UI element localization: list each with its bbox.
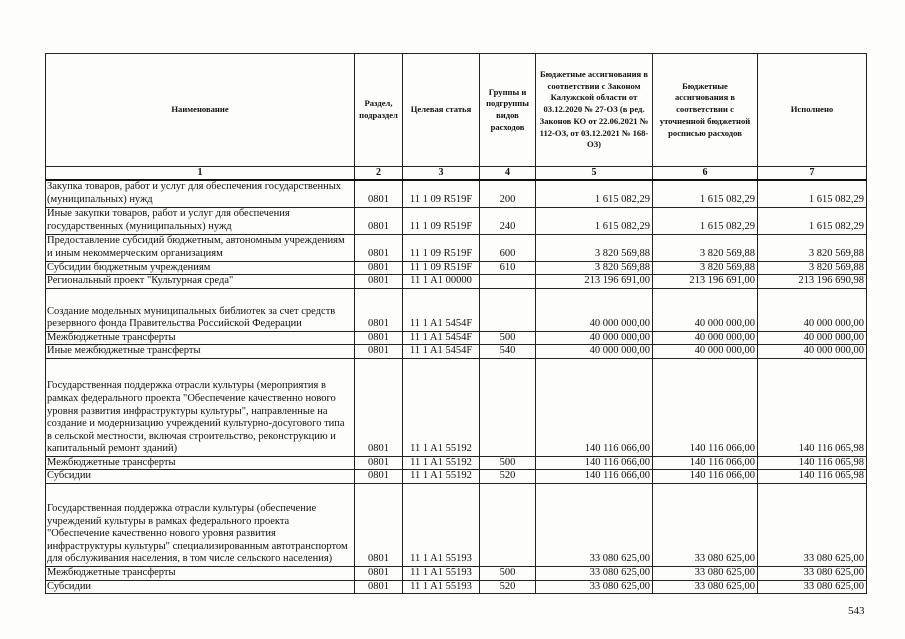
- table-row: [46, 456, 867, 470]
- row-name: Межбюджетные трансферты: [46, 456, 355, 470]
- row-law: 40 000 000,00: [536, 345, 653, 359]
- row-section: 0801: [355, 275, 403, 289]
- budget-table: [45, 53, 867, 594]
- row-law: 1 615 082,29: [536, 180, 653, 207]
- row-executed: 1 615 082,29: [758, 180, 867, 207]
- column-number: 3: [403, 167, 480, 181]
- table-row: [46, 234, 867, 261]
- header-row: [46, 54, 867, 167]
- row-section: 0801: [355, 358, 403, 456]
- column-number: 6: [653, 167, 758, 181]
- row-refined: 140 116 066,00: [653, 456, 758, 470]
- row-refined: 140 116 066,00: [653, 470, 758, 484]
- column-number: 4: [480, 167, 536, 181]
- row-article: 11 1 A1 55192: [403, 470, 480, 484]
- row-article: 11 1 09 R519F: [403, 207, 480, 234]
- row-refined: 1 615 082,29: [653, 180, 758, 207]
- row-executed: 3 820 569,88: [758, 234, 867, 261]
- table-row: [46, 288, 867, 331]
- row-executed: 33 080 625,00: [758, 567, 867, 581]
- row-section: 0801: [355, 288, 403, 331]
- row-article: 11 1 A1 00000: [403, 275, 480, 289]
- table-row: [46, 580, 867, 594]
- row-refined: 33 080 625,00: [653, 567, 758, 581]
- row-name: Государственная поддержка отрасли культуры (обеспечение учреждений культуры в рамках федерального проекта "Обеспечение качественно нового уровня развития инфраструктуры культуры" специализированным автотранспортом для обслуживания населения, в том числе сельского населения): [46, 484, 355, 567]
- row-name: Субсидии бюджетным учреждениям: [46, 261, 355, 275]
- header-allocations-refined: Бюджетные ассигнования в соответствии с уточненной бюджетной росписью расходов: [653, 54, 758, 167]
- row-section: 0801: [355, 207, 403, 234]
- row-group: 500: [480, 456, 536, 470]
- row-name: Межбюджетные трансферты: [46, 331, 355, 345]
- header-allocations-law: Бюджетные ассигнования в соответствии с Законом Калужской области от 03.12.2020 № 27-ОЗ (в ред. Законов КО от 22.06.2021 № 112-ОЗ, от 03.12.2021 № 168-ОЗ): [536, 54, 653, 167]
- row-executed: 40 000 000,00: [758, 345, 867, 359]
- row-law: 40 000 000,00: [536, 331, 653, 345]
- row-name: Региональный проект "Культурная среда": [46, 275, 355, 289]
- row-article: 11 1 A1 55192: [403, 456, 480, 470]
- row-refined: 40 000 000,00: [653, 345, 758, 359]
- column-number: 5: [536, 167, 653, 181]
- row-executed: 213 196 690,98: [758, 275, 867, 289]
- table-row: [46, 567, 867, 581]
- header-executed: Исполнено: [758, 54, 867, 167]
- row-refined: 40 000 000,00: [653, 288, 758, 331]
- row-name: Закупка товаров, работ и услуг для обеспечения государственных (муниципальных) нужд: [46, 180, 355, 207]
- row-refined: 3 820 569,88: [653, 261, 758, 275]
- row-group: [480, 288, 536, 331]
- row-article: 11 1 09 R519F: [403, 261, 480, 275]
- row-article: 11 1 A1 55192: [403, 358, 480, 456]
- row-name: Создание модельных муниципальных библиотек за счет средств резервного фонда Правительства Российской Федерации: [46, 288, 355, 331]
- row-refined: 40 000 000,00: [653, 331, 758, 345]
- row-group: 600: [480, 234, 536, 261]
- row-law: 3 820 569,88: [536, 261, 653, 275]
- row-section: 0801: [355, 470, 403, 484]
- row-group: 540: [480, 345, 536, 359]
- row-law: 140 116 066,00: [536, 456, 653, 470]
- column-number-row: [46, 167, 867, 181]
- row-executed: 140 116 065,98: [758, 456, 867, 470]
- row-refined: 1 615 082,29: [653, 207, 758, 234]
- row-section: 0801: [355, 484, 403, 567]
- row-article: 11 1 09 R519F: [403, 234, 480, 261]
- table-row: [46, 180, 867, 207]
- table-row: [46, 331, 867, 345]
- row-executed: 40 000 000,00: [758, 331, 867, 345]
- header-target-article: Целевая статья: [403, 54, 480, 167]
- header-name: Наименование: [46, 54, 355, 167]
- row-group: [480, 275, 536, 289]
- row-executed: 33 080 625,00: [758, 580, 867, 594]
- row-article: 11 1 A1 55193: [403, 567, 480, 581]
- row-section: 0801: [355, 331, 403, 345]
- page-number: 543: [848, 605, 865, 617]
- row-article: 11 1 A1 5454F: [403, 288, 480, 331]
- table-row: [46, 275, 867, 289]
- row-article: 11 1 A1 5454F: [403, 345, 480, 359]
- row-refined: 33 080 625,00: [653, 484, 758, 567]
- row-law: 213 196 691,00: [536, 275, 653, 289]
- row-section: 0801: [355, 580, 403, 594]
- row-group: 520: [480, 580, 536, 594]
- row-refined: 140 116 066,00: [653, 358, 758, 456]
- row-executed: 33 080 625,00: [758, 484, 867, 567]
- column-number: 7: [758, 167, 867, 181]
- row-refined: 3 820 569,88: [653, 234, 758, 261]
- row-law: 140 116 066,00: [536, 358, 653, 456]
- table-row: [46, 484, 867, 567]
- table-row: [46, 470, 867, 484]
- row-name: Субсидии: [46, 580, 355, 594]
- row-section: 0801: [355, 234, 403, 261]
- row-law: 140 116 066,00: [536, 470, 653, 484]
- row-refined: 33 080 625,00: [653, 580, 758, 594]
- row-executed: 1 615 082,29: [758, 207, 867, 234]
- row-name: Иные закупки товаров, работ и услуг для обеспечения государственных (муниципальных) нужд: [46, 207, 355, 234]
- row-name: Межбюджетные трансферты: [46, 567, 355, 581]
- row-executed: 3 820 569,88: [758, 261, 867, 275]
- row-law: 3 820 569,88: [536, 234, 653, 261]
- row-section: 0801: [355, 261, 403, 275]
- row-executed: 40 000 000,00: [758, 288, 867, 331]
- row-article: 11 1 09 R519F: [403, 180, 480, 207]
- row-group: [480, 358, 536, 456]
- row-law: 1 615 082,29: [536, 207, 653, 234]
- row-law: 33 080 625,00: [536, 484, 653, 567]
- row-group: 200: [480, 180, 536, 207]
- column-number: 1: [46, 167, 355, 181]
- row-law: 40 000 000,00: [536, 288, 653, 331]
- row-group: [480, 484, 536, 567]
- row-law: 33 080 625,00: [536, 567, 653, 581]
- row-group: 500: [480, 331, 536, 345]
- row-section: 0801: [355, 456, 403, 470]
- row-article: 11 1 A1 5454F: [403, 331, 480, 345]
- row-name: Субсидии: [46, 470, 355, 484]
- row-name: Государственная поддержка отрасли культуры (мероприятия в рамках федерального проекта "Обеспечение качественно нового уровня развития инфраструктуры культуры", направленные на создание и модернизацию учреждений культурно-досугового типа в сельской местности, включая строительство, реконструкцию и капитальный ремонт зданий): [46, 358, 355, 456]
- row-name: Иные межбюджетные трансферты: [46, 345, 355, 359]
- row-section: 0801: [355, 345, 403, 359]
- table-row: [46, 358, 867, 456]
- row-section: 0801: [355, 180, 403, 207]
- table-row: [46, 345, 867, 359]
- table-row: [46, 207, 867, 234]
- row-article: 11 1 A1 55193: [403, 580, 480, 594]
- column-number: 2: [355, 167, 403, 181]
- row-group: 240: [480, 207, 536, 234]
- row-article: 11 1 A1 55193: [403, 484, 480, 567]
- header-section: Раздел, подраздел: [355, 54, 403, 167]
- row-name: Предоставление субсидий бюджетным, автономным учреждениям и иным некоммерческим организациям: [46, 234, 355, 261]
- row-group: 500: [480, 567, 536, 581]
- header-expense-groups: Группы и подгруппы видов расходов: [480, 54, 536, 167]
- row-executed: 140 116 065,98: [758, 470, 867, 484]
- row-law: 33 080 625,00: [536, 580, 653, 594]
- row-group: 610: [480, 261, 536, 275]
- row-executed: 140 116 065,98: [758, 358, 867, 456]
- row-section: 0801: [355, 567, 403, 581]
- table-row: [46, 261, 867, 275]
- row-refined: 213 196 691,00: [653, 275, 758, 289]
- row-group: 520: [480, 470, 536, 484]
